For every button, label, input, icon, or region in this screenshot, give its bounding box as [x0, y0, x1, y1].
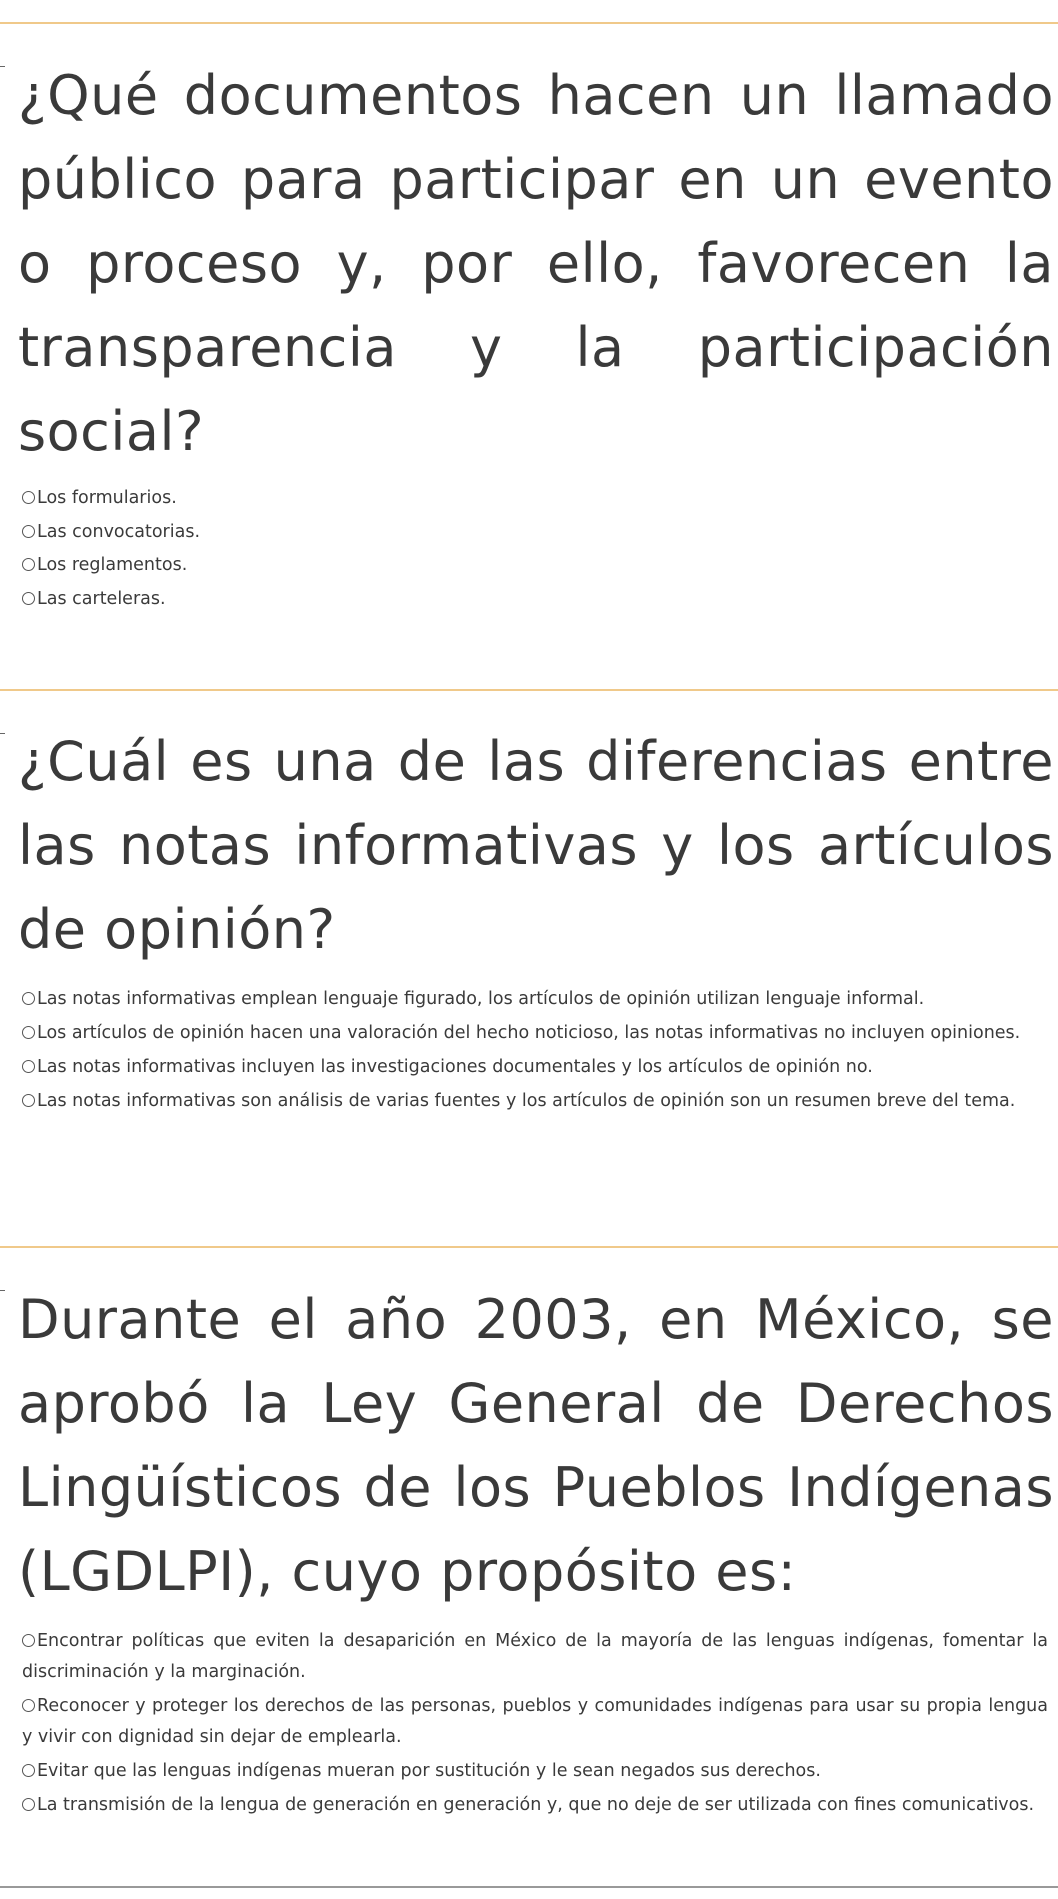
- question-1-options: [22, 482, 1048, 616]
- radio-icon[interactable]: [22, 1798, 35, 1811]
- radio-icon[interactable]: [22, 1764, 35, 1777]
- option-1a[interactable]: [22, 482, 1048, 516]
- option-2d[interactable]: [22, 1086, 1048, 1117]
- option-label: Reconocer y proteger los derechos de las personas, pueblos y comunidades indígenas para usar su propia lengua y vivir con dignidad sin dejar de emplearla.: [22, 1696, 1048, 1747]
- section-marker: [0, 733, 5, 734]
- question-3-options: [22, 1626, 1048, 1824]
- radio-icon[interactable]: [22, 558, 35, 571]
- option-1c[interactable]: [22, 549, 1048, 583]
- option-label: Las notas informativas son análisis de varias fuentes y los artículos de opinión son un resumen breve del tema.: [37, 1091, 1016, 1111]
- option-label: Los reglamentos.: [37, 555, 188, 575]
- option-label: Las carteleras.: [37, 588, 166, 609]
- radio-icon[interactable]: [22, 1094, 35, 1107]
- option-3d[interactable]: [22, 1790, 1048, 1821]
- option-2b[interactable]: [22, 1018, 1048, 1049]
- question-1-text: ¿Qué documentos hacen un llamado público para participar en un evento o proceso y, por ello, favorecen la transparencia y la participación social?: [18, 64, 1054, 463]
- radio-icon[interactable]: [22, 491, 35, 504]
- option-label: Evitar que las lenguas indígenas mueran por sustitución y le sean negados sus derechos.: [37, 1761, 821, 1781]
- section-marker: [0, 1290, 5, 1291]
- section-separator: [0, 689, 1058, 691]
- option-3c[interactable]: [22, 1756, 1048, 1787]
- option-label: Las notas informativas incluyen las investigaciones documentales y los artículos de opinión no.: [37, 1057, 873, 1077]
- option-label: La transmisión de la lengua de generación en generación y, que no deje de ser utilizada con fines comunicativos.: [37, 1795, 1035, 1815]
- option-3b[interactable]: [22, 1691, 1048, 1753]
- option-label: Encontrar políticas que eviten la desaparición en México de la mayoría de las lenguas indígenas, fomentar la discriminación y la marginación.: [22, 1631, 1048, 1682]
- section-separator: [0, 22, 1058, 24]
- option-label: Las convocatorias.: [37, 521, 201, 542]
- section-marker: [0, 66, 5, 67]
- radio-icon[interactable]: [22, 525, 35, 538]
- radio-icon[interactable]: [22, 1060, 35, 1073]
- question-2-options: [22, 984, 1048, 1120]
- option-label: Los artículos de opinión hacen una valoración del hecho noticioso, las notas informativas no incluyen opiniones.: [37, 1023, 1021, 1043]
- option-label: Las notas informativas emplean lenguaje figurado, los artículos de opinión utilizan lenguaje informal.: [37, 989, 925, 1009]
- section-separator: [0, 1246, 1058, 1248]
- option-3a[interactable]: [22, 1626, 1048, 1688]
- option-2a[interactable]: [22, 984, 1048, 1015]
- bottom-divider: [0, 1886, 1058, 1888]
- radio-icon[interactable]: [22, 1026, 35, 1039]
- option-label: Los formularios.: [37, 488, 177, 508]
- option-2c[interactable]: [22, 1052, 1048, 1083]
- option-1d[interactable]: [22, 583, 1048, 617]
- radio-icon[interactable]: [22, 1699, 35, 1712]
- question-3-text: Durante el año 2003, en México, se aprobó la Ley General de Derechos Lingüísticos de los Pueblos Indígenas (LGDLPI), cuyo propósito es:: [18, 1288, 1054, 1603]
- question-2-text: ¿Cuál es una de las diferencias entre las notas informativas y los artículos de opinión?: [18, 730, 1054, 961]
- option-1b[interactable]: [22, 516, 1048, 550]
- radio-icon[interactable]: [22, 1634, 35, 1647]
- radio-icon[interactable]: [22, 592, 35, 605]
- radio-icon[interactable]: [22, 992, 35, 1005]
